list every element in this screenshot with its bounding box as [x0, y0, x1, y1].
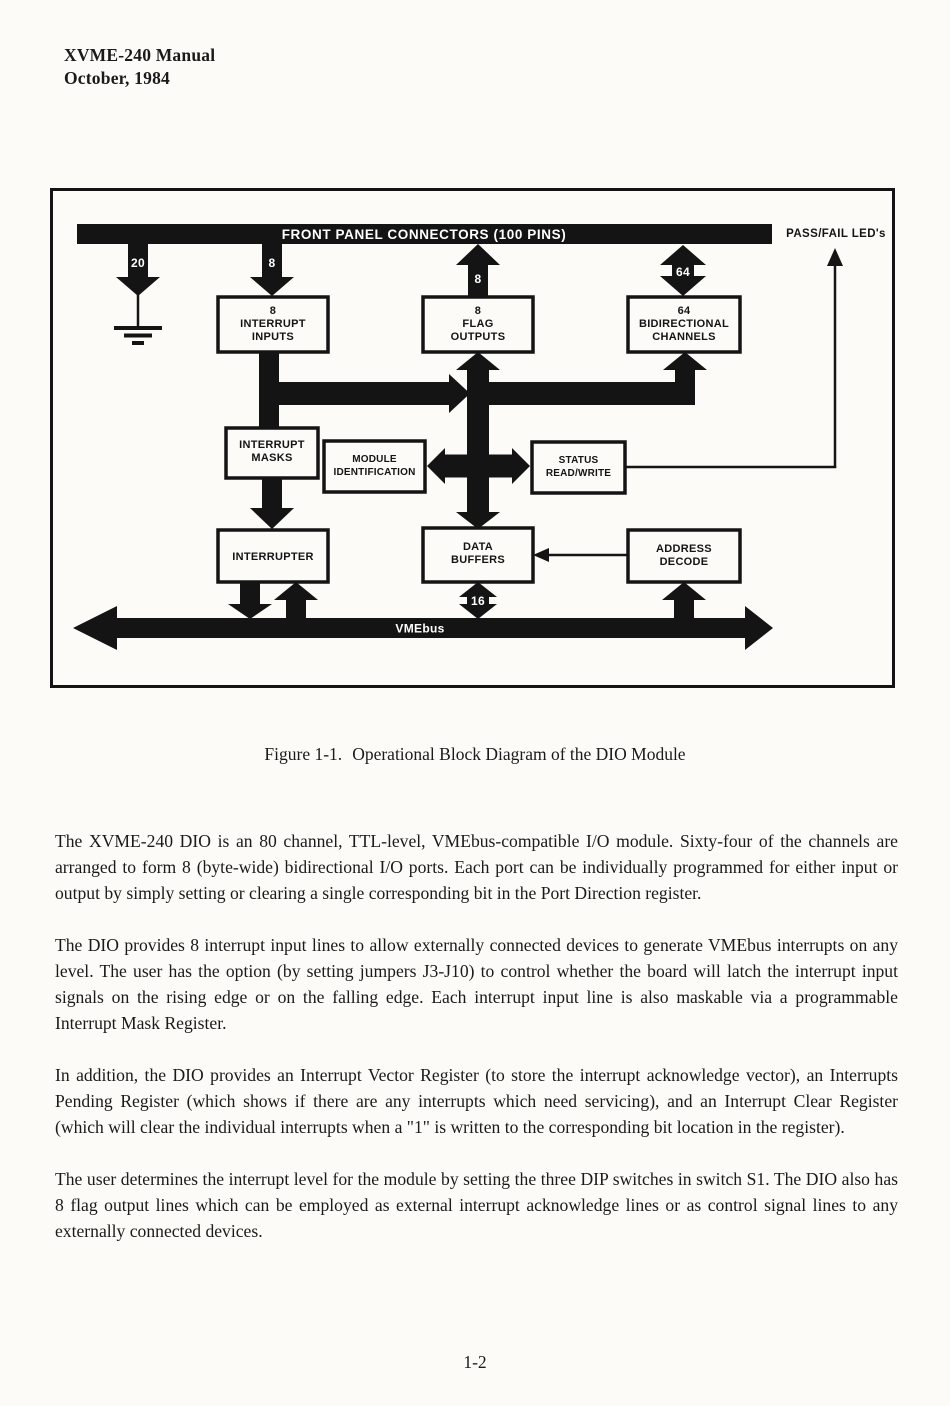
pass-fail-arrow [625, 248, 843, 468]
status-read-write-line2: READ/WRITE [545, 468, 612, 479]
flag-outputs-bus-arrow [456, 244, 500, 298]
page-number: 1-2 [463, 1352, 487, 1372]
bidirectional-bus-width: 64 [676, 265, 690, 279]
interrupt-inputs-box [218, 297, 328, 352]
figure-caption-text: Operational Block Diagram of the DIO Module [352, 744, 686, 764]
front-panel-connectors-bar [77, 224, 772, 244]
bidirectional-channels-line3: CHANNELS [652, 331, 716, 343]
paragraph-2: The DIO provides 8 interrupt input lines to allow externally connected devices to generate VMEbus interrupts on any level. The user has the option (by setting jumpers J3-J10) to control whether the board will latch the interrupt input signals on the rising edge or on the falling edge. Each interrupt input line is also maskable via a programmable Interrupt Mask Register. [55, 935, 898, 1033]
bidirectional-bus-arrow [660, 245, 706, 296]
bidirectional-channels-line2: BIDIRECTIONAL [638, 318, 730, 330]
bidirectional-channels-box [628, 297, 740, 352]
flag-outputs-box [423, 297, 533, 352]
figure-caption [0, 744, 950, 765]
module-identification-line2: IDENTIFICATION [333, 467, 416, 478]
data-bus-arrow [459, 582, 497, 619]
pass-fail-leds-label: PASS/FAIL LED's [786, 228, 886, 240]
ground-bus-width: 20 [131, 256, 145, 270]
vmebus-to-address-arrow [662, 582, 706, 618]
interrupt-inputs-line1: 8 [269, 305, 277, 317]
paragraph-3: In addition, the DIO provides an Interrupt Vector Register (to store the interrupt acknowledge vector), an Interrupts Pending Register (which shows if there are any interrupts which need servicing), and an Interrupt Clear Register (which will clear the individual interrupts when a "1" is written to the corresponding bit location in the register). [55, 1065, 898, 1137]
address-decode-box [628, 530, 740, 582]
interrupt-masks-box [226, 428, 318, 478]
address-decode-line2: DECODE [659, 556, 709, 568]
internal-bus-trunk [456, 352, 500, 529]
page-header [64, 44, 215, 90]
interrupter-line1: INTERRUPTER [232, 551, 314, 563]
flag-outputs-bus-width: 8 [474, 272, 482, 286]
status-read-write-box [532, 442, 625, 493]
interrupt-masks-line1: INTERRUPT [239, 439, 305, 451]
paragraph-4: The user determines the interrupt level for the module by setting the three DIP switches in switch S1. The DIO also has 8 flag output lines which can be employed as external interrupt acknowledge lines or as control signal lines to any externally connected devices. [55, 1169, 898, 1241]
interrupt-inputs-bus-arrow [250, 243, 294, 296]
flag-outputs-line3: OUTPUTS [450, 331, 506, 343]
body-text [55, 828, 898, 1270]
module-identification-line1: MODULE [352, 454, 397, 465]
data-buffers-line1: DATA [462, 541, 494, 553]
data-bus-width: 16 [471, 594, 485, 608]
ground-bus-arrow [114, 243, 162, 343]
vmebus-to-interrupter-arrow [274, 582, 318, 618]
flag-outputs-line1: 8 [474, 305, 482, 317]
header-title: XVME-240 Manual [64, 45, 216, 65]
interrupt-masks-line2: MASKS [251, 452, 293, 464]
flag-outputs-line2: FLAG [462, 318, 494, 330]
figure-panel [50, 188, 895, 688]
header-date: October, 1984 [64, 68, 170, 88]
vmebus-label: VMEbus [395, 621, 445, 636]
data-buffers-line2: BUFFERS [450, 554, 506, 566]
status-read-write-line1: STATUS [558, 455, 599, 466]
data-buffers-box [423, 528, 533, 582]
masks-to-interrupter-arrow [250, 478, 294, 529]
paragraph-1: The XVME-240 DIO is an 80 channel, TTL-level, VMEbus-compatible I/O module. Sixty-four of the channels are arranged to form 8 (byte-wide) bidirectional I/O ports. Each port can be individually programmed for either input or output by simply setting or clearing a single corresponding bit in the Port Direction register. [55, 831, 898, 903]
interrupter-box [218, 530, 328, 582]
interrupter-to-vmebus-arrow [228, 582, 272, 619]
figure-caption-label: Figure 1-1. [264, 744, 343, 764]
interrupt-inputs-bus-width: 8 [268, 256, 276, 270]
interrupt-inputs-line2: INTERRUPT [240, 318, 306, 330]
address-to-data-arrow [533, 548, 628, 562]
block-diagram-svg [50, 188, 895, 688]
bidirectional-channels-line1: 64 [677, 305, 691, 317]
front-panel-connectors-label: FRONT PANEL CONNECTORS (100 PINS) [281, 227, 567, 242]
vmebus-bar [73, 606, 773, 650]
address-decode-line1: ADDRESS [656, 543, 712, 555]
interrupt-inputs-line3: INPUTS [251, 331, 295, 343]
module-identification-box [324, 441, 425, 492]
